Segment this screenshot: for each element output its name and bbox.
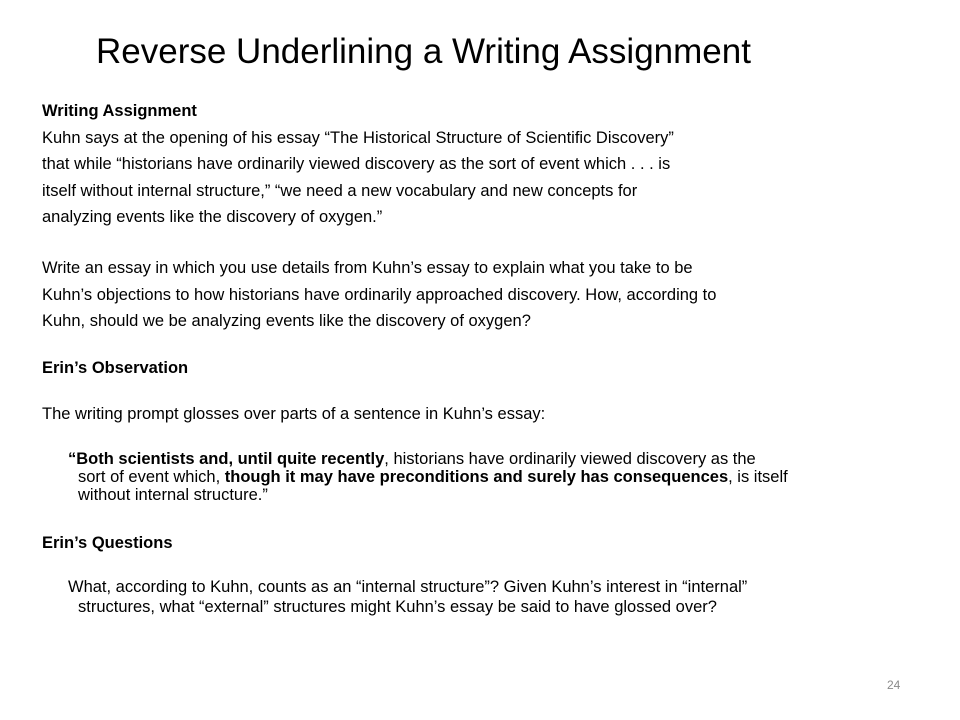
assignment-line: Write an essay in which you use details from Kuhn’s essay to explain what you take to be [42,258,693,277]
spacer [42,557,922,577]
assignment-line: Kuhn, should we be analyzing events like the discovery of oxygen? [42,312,531,331]
spacer [42,335,922,355]
slide-title: Reverse Underlining a Writing Assignment [96,32,751,71]
assignment-line: analyzing events like the discovery of oxygen.” [42,208,383,227]
slide-body [42,98,922,617]
quote-text-2: sort of event which, [78,467,225,486]
question-line: What, according to Kuhn, counts as an “internal structure”? Given Kuhn’s interest in “internal” [68,577,748,596]
kuhn-quote [42,450,922,504]
quote-text-3: , is itself [728,467,788,486]
quote-text-4: without internal structure.” [78,485,268,504]
spacer [42,381,922,401]
assignment-line: Kuhn says at the opening of his essay “The Historical Structure of Scientific Discovery” [42,128,674,147]
assignment-line: that while “historians have ordinarily viewed discovery as the sort of event which . . . is [42,155,671,174]
assignment-line: Kuhn’s objections to how historians have ordinarily approached discovery. How, according to [42,285,717,304]
erins-questions [42,577,922,617]
assignment-line: itself without internal structure,” “we need a new vocabulary and new concepts for [42,181,638,200]
page-number: 24 [887,678,901,692]
spacer [42,428,922,450]
assignment-paragraph-2 [42,255,922,335]
assignment-paragraph-1 [42,125,922,231]
question-line: structures, what “external” structures might Kuhn’s essay be said to have glossed over? [78,597,717,616]
spacer [42,231,922,255]
questions-heading: Erin’s Questions [42,533,173,552]
spacer [42,504,922,530]
quote-bold-1: “Both scientists and, until quite recently [68,449,385,468]
quote-bold-2: though it may have preconditions and surely has consequences [224,467,729,486]
writing-assignment-heading: Writing Assignment [42,102,197,120]
quote-text-1: , historians have ordinarily viewed discovery as the [384,449,756,468]
observation-intro: The writing prompt glosses over parts of a sentence in Kuhn’s essay: [42,405,546,424]
observation-heading: Erin’s Observation [42,358,189,377]
